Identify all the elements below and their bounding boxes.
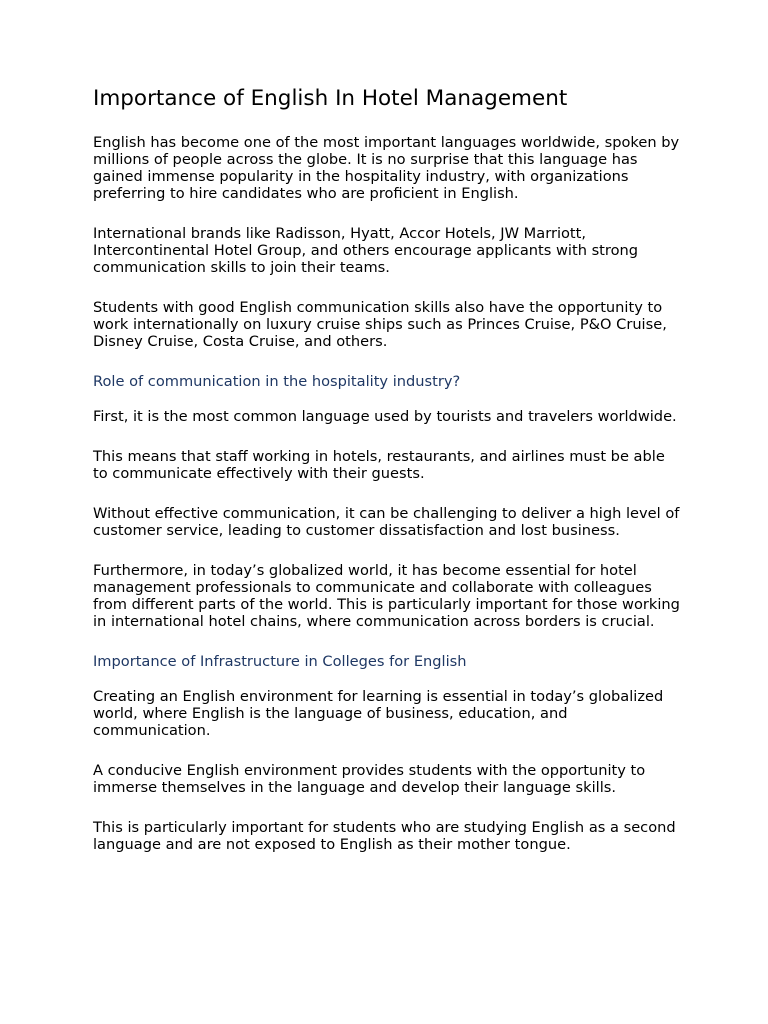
section-paragraph: Creating an English environment for learning is essential in today’s globalized world, where English is the language of business, education, and communication. <box>93 688 664 739</box>
intro-paragraph: International brands like Radisson, Hyatt, Accor Hotels, JW Marriott, Intercontinental Hotel Group, and others encourage applicants with strong communication skills to join their teams. <box>93 225 639 276</box>
section-heading-communication-role: Role of communication in the hospitality industry? <box>93 373 461 390</box>
section-paragraph: Furthermore, in today’s globalized world, it has become essential for hotel management professionals to communicate and collaborate with colleagues from different parts of the world. This is particularly important for those working in international hotel chains, where communication across borders is crucial. <box>93 562 680 630</box>
page-title: Importance of English In Hotel Management <box>93 86 568 111</box>
section-paragraph: A conducive English environment provides students with the opportunity to immerse themselves in the language and develop their language skills. <box>93 762 646 796</box>
section-heading-infrastructure: Importance of Infrastructure in Colleges for English <box>93 653 467 670</box>
section-paragraph: This means that staff working in hotels, restaurants, and airlines must be able to communicate effectively with their guests. <box>93 448 665 482</box>
intro-paragraph: Students with good English communication skills also have the opportunity to work internationally on luxury cruise ships such as Princes Cruise, P&O Cruise, Disney Cruise, Costa Cruise, and others. <box>93 299 667 350</box>
section-paragraph: Without effective communication, it can be challenging to deliver a high level of customer service, leading to customer dissatisfaction and lost business. <box>93 505 680 539</box>
document-page <box>93 84 683 876</box>
section-paragraph: This is particularly important for students who are studying English as a second language and are not exposed to English as their mother tongue. <box>93 819 676 853</box>
section-paragraph: First, it is the most common language used by tourists and travelers worldwide. <box>93 408 677 425</box>
intro-paragraph: English has become one of the most important languages worldwide, spoken by millions of people across the globe. It is no surprise that this language has gained immense popularity in the hospitality industry, with organizations preferring to hire candidates who are proficient in English. <box>93 134 680 202</box>
